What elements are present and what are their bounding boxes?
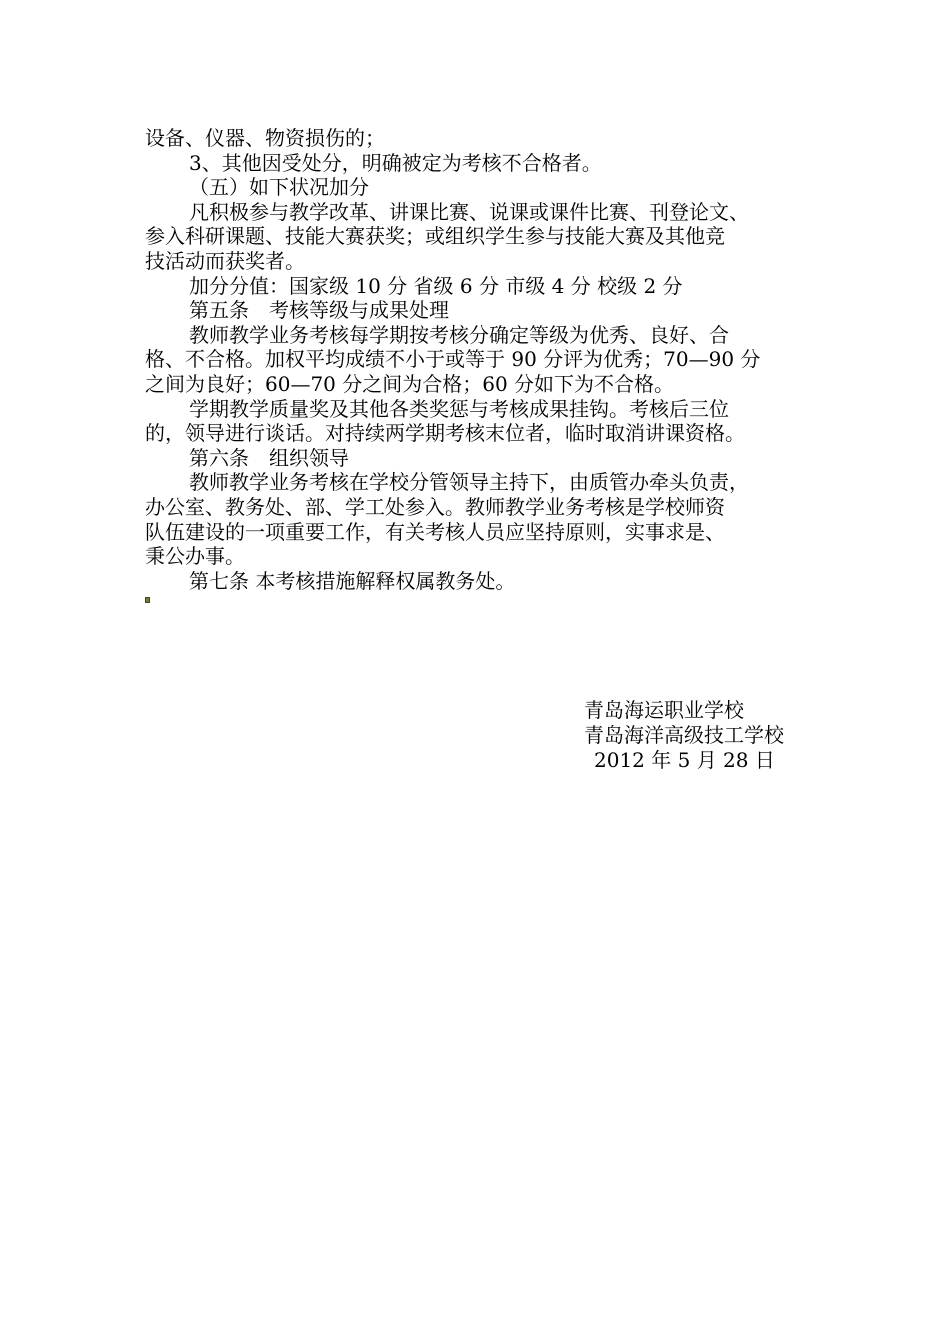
text-line-11: 之间为良好；60—70 分之间为合格；60 分如下为不合格。: [145, 371, 675, 396]
text-line-7: 加分分值：国家级 10 分 省级 6 分 市级 4 分 校级 2 分: [189, 273, 683, 298]
text-line-10: 格、不合格。加权平均成绩不小于或等于 90 分评为优秀；70—90 分: [145, 347, 761, 372]
text-line-17: 队伍建设的一项重要工作，有关考核人员应坚持原则，实事求是、: [145, 519, 725, 544]
text-line-12: 学期教学质量奖及其他各类奖惩与考核成果挂钩。考核后三位: [189, 396, 729, 421]
signature-org-1: 青岛海运职业学校: [584, 698, 744, 722]
text-line-1: 设备、仪器、物资损伤的；: [145, 126, 385, 150]
signature-date: 2012 年 5 月 28 日: [594, 748, 775, 772]
image-anchor-icon: [145, 597, 150, 603]
text-line-4: 凡积极参与教学改革、讲课比赛、说课或课件比赛、刊登论文、: [189, 199, 749, 224]
document-body: [145, 126, 835, 593]
text-line-8: 第五条 考核等级与成果处理: [189, 298, 449, 323]
text-line-6: 技活动而获奖者。: [145, 248, 305, 273]
signature-block: [584, 698, 784, 773]
text-line-3: （五）如下状况加分: [189, 175, 369, 200]
text-line-15: 教师教学业务考核在学校分管领导主持下，由质管办牵头负责，: [189, 470, 749, 495]
signature-org-2: 青岛海洋高级技工学校: [584, 723, 784, 747]
text-line-5: 参入科研课题、技能大赛获奖；或组织学生参与技能大赛及其他竞: [145, 224, 725, 249]
text-line-14: 第六条 组织领导: [189, 445, 349, 470]
text-line-9: 教师教学业务考核每学期按考核分确定等级为优秀、良好、合: [189, 322, 729, 347]
text-line-16: 办公室、教务处、部、学工处参入。教师教学业务考核是学校师资: [145, 494, 725, 519]
text-line-2: 3、其他因受处分，明确被定为考核不合格者。: [189, 150, 602, 175]
text-line-19: 第七条 本考核措施解释权属教务处。: [189, 568, 516, 593]
text-line-13: 的，领导进行谈话。对持续两学期考核末位者，临时取消讲课资格。: [145, 421, 745, 446]
text-line-18: 秉公办事。: [145, 544, 245, 569]
